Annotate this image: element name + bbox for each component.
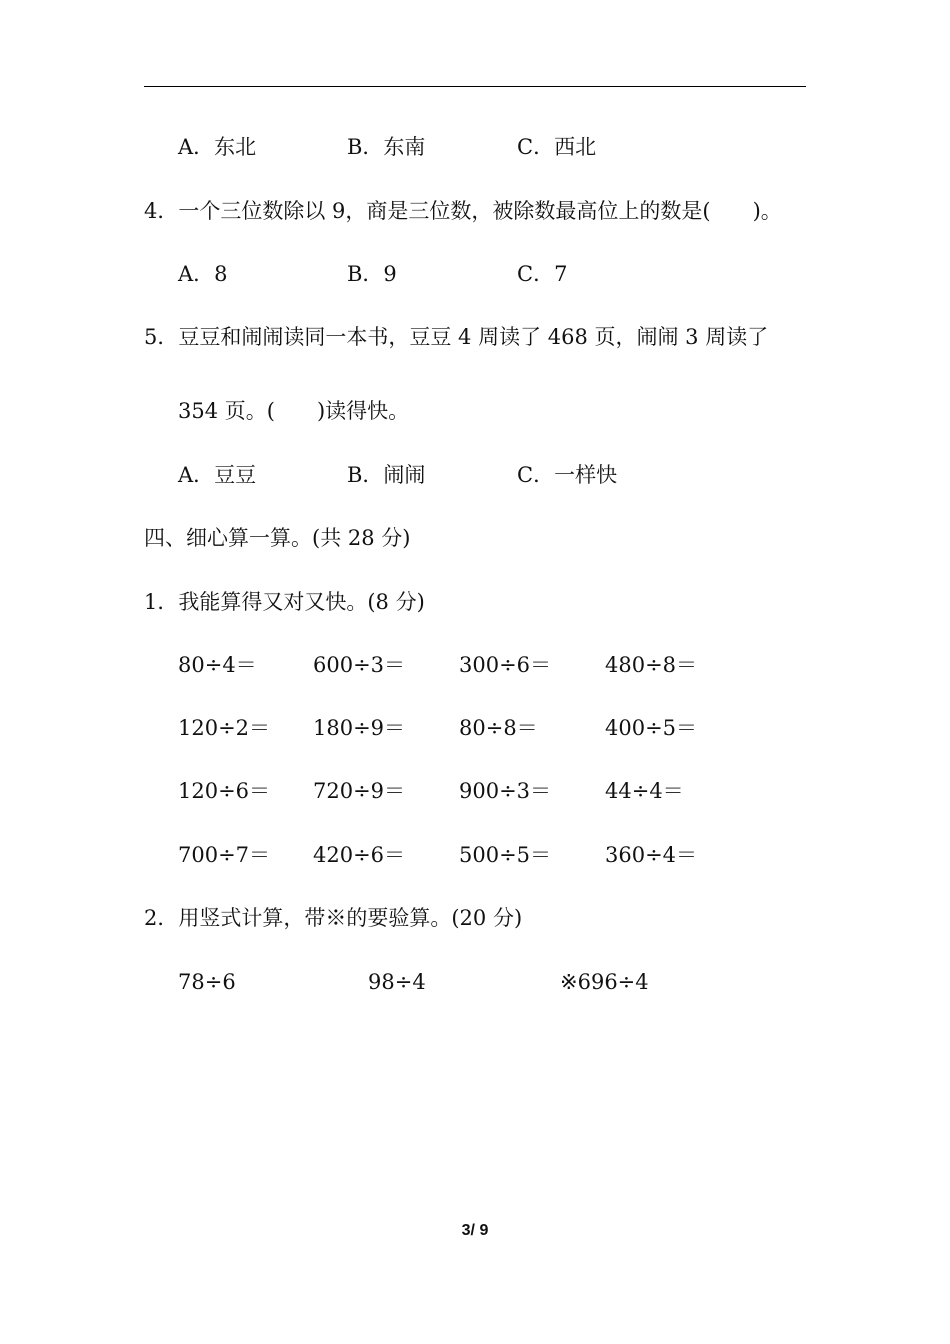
q4-option-c[interactable]: C．7 [517, 262, 568, 286]
question-5-line-1: 5．豆豆和闹闹读同一本书，豆豆 4 周读了 468 页，闹闹 3 周读了 [144, 325, 769, 349]
q4-option-b[interactable]: B．9 [347, 262, 397, 286]
part-1-title: 1．我能算得又对又快。(8 分) [144, 590, 425, 614]
vertical-calc-item: ※696÷4 [560, 970, 649, 994]
page-number: 3/ 9 [461, 1222, 489, 1239]
math-problem: 480÷8＝ [605, 653, 698, 677]
question-4-text: 4．一个三位数除以 9，商是三位数，被除数最高位上的数是( )。 [144, 199, 782, 223]
math-problem: 80÷8＝ [459, 716, 538, 740]
q5-option-a[interactable]: A．豆豆 [178, 463, 257, 487]
math-problem: 700÷7＝ [178, 843, 271, 867]
question-5-line-2: 354 页。( )读得快。 [178, 399, 410, 423]
math-problem: 80÷4＝ [178, 653, 257, 677]
q3-option-b[interactable]: B．东南 [347, 135, 426, 159]
math-problem: 900÷3＝ [459, 779, 552, 803]
math-problem: 420÷6＝ [313, 843, 406, 867]
math-problem: 44÷4＝ [605, 779, 684, 803]
header-rule [144, 86, 806, 87]
vertical-calc-item: 78÷6 [178, 970, 236, 994]
part-2-title: 2．用竖式计算，带※的要验算。(20 分) [144, 906, 523, 930]
math-problem: 720÷9＝ [313, 779, 406, 803]
vertical-calc-item: 98÷4 [368, 970, 426, 994]
math-problem: 300÷6＝ [459, 653, 552, 677]
math-problem: 400÷5＝ [605, 716, 698, 740]
math-problem: 600÷3＝ [313, 653, 406, 677]
math-problem: 360÷4＝ [605, 843, 698, 867]
q5-option-b[interactable]: B．闹闹 [347, 463, 426, 487]
q5-option-c[interactable]: C．一样快 [517, 463, 618, 487]
q3-option-c[interactable]: C．西北 [517, 135, 597, 159]
math-problem: 120÷2＝ [178, 716, 271, 740]
q4-option-a[interactable]: A．8 [178, 262, 228, 286]
math-problem: 180÷9＝ [313, 716, 406, 740]
math-problem: 120÷6＝ [178, 779, 271, 803]
section-4-title: 四、细心算一算。(共 28 分) [144, 526, 411, 550]
math-problem: 500÷5＝ [459, 843, 552, 867]
q3-option-a[interactable]: A．东北 [178, 135, 257, 159]
